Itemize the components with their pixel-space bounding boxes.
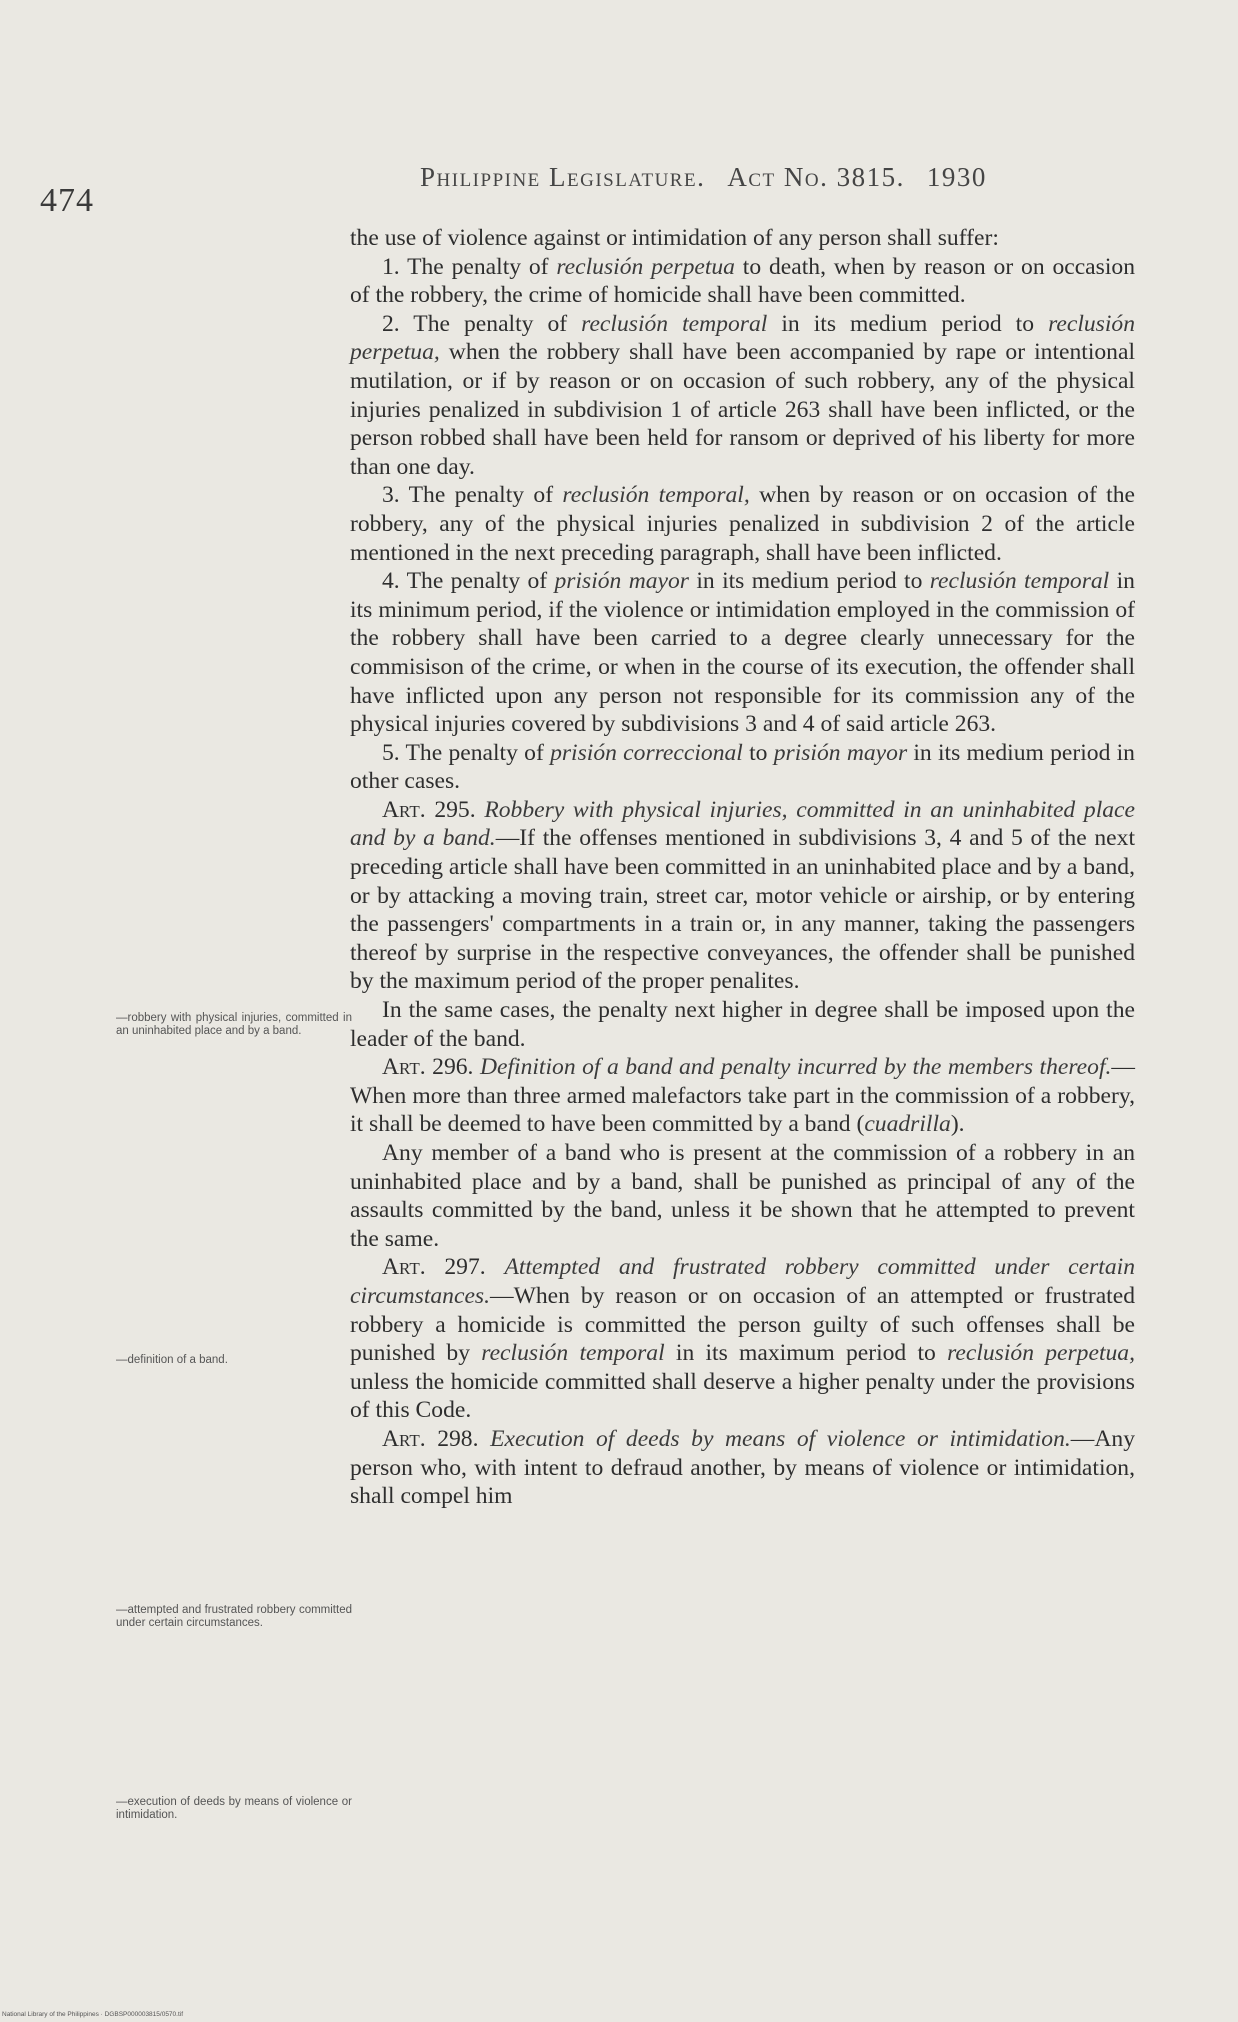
running-head-title: Philippine Legislature.	[420, 162, 706, 192]
article-297-label: Art. 297.	[382, 1254, 486, 1281]
article-298: Art. 298. Execution of deeds by means of violence or intimidation.—Any person who, with intent to defraud another, by means of violence or intimidation, shall compel him	[350, 1425, 1135, 1510]
article-298-title: Execution of deeds by means of violence or intimidation.	[490, 1425, 1071, 1452]
penalty-item-3: 3. The penalty of reclusión temporal, when by reason or on occasion of the robbery, any of the physical injuries penalized in subdivision 2 of the article mentioned in the next preceding paragraph, shall have been inflicted.	[350, 482, 1135, 566]
penalty-item-5: 5. The penalty of prisión correccional to prisión mayor in its medium period in other cases.	[350, 739, 1135, 795]
article-296-label: Art. 296.	[382, 1054, 474, 1081]
running-head-year: 1930	[926, 162, 987, 192]
margin-note-art-298: —execution of deeds by means of violence or intimidation.	[116, 1796, 352, 1821]
article-295: Art. 295. Robbery with physical injuries, committed in an uninhabited place and by a band.—If the offenses mentioned in subdivisions 3, 4 and 5 of the next preceding article shall have been committed in an uninhabited place and by a band, or by attacking a moving train, street car, motor vehicle or airship, or by entering the passengers' compartments in a train or, in any manner, taking the passengers thereof by surprise in the respective conveyances, the offender shall be punished by the maximum period of the proper penalites.	[350, 796, 1136, 995]
article-297: Art. 297. Attempted and frustrated robbery committed under certain circumstances.—When by reason or on occasion of an attempted or frustrated robbery a homicide is committed the person guilty of such offenses shall be punished by reclusión temporal in its maximum period to reclusión perpetua, unless the homicide committed shall deserve a higher penalty under the provisions of this Code.	[350, 1254, 1136, 1424]
penalty-item-1: 1. The penalty of reclusión perpetua to death, when by reason or on occasion of the robbery, the crime of homicide shall have been committed.	[350, 253, 1135, 309]
article-297-title: Attempted and frustrated robbery committed under certain circumstances.	[350, 1254, 1135, 1309]
article-296-title: Definition of a band and penalty incurred by the members thereof.	[479, 1054, 1112, 1081]
running-head	[420, 162, 1140, 193]
article-296-paragraph-2: Any member of a band who is present at the commission of a robbery in an uninhabited place and by a band, shall be punished as principal of any of the assaults committed by the band, unless it be shown that he attempted to prevent the same.	[350, 1140, 1135, 1252]
margin-note-art-297: —attempted and frustrated robbery committed under certain circumstances.	[116, 1604, 352, 1629]
article-298-label: Art. 298.	[382, 1425, 479, 1452]
margin-note-art-296: —definition of a band.	[116, 1354, 228, 1366]
article-296: Art. 296. Definition of a band and penalty incurred by the members thereof.—When more than three armed malefactors take part in the commission of a robbery, it shall be deemed to have been committed by a band (cuadrilla).	[350, 1054, 1135, 1138]
intro-paragraph: the use of violence against or intimidation of any person shall suffer:	[350, 225, 999, 251]
running-head-act: Act No. 3815.	[727, 162, 905, 192]
penalty-item-2: 2. The penalty of reclusión temporal in its medium period to reclusión perpetua, when the robbery shall have been accompanied by rape or intentional mutilation, or if by reason or on occasion of such robbery, any of the physical injuries penalized in subdivision 1 of article 263 shall have been inflicted, or the person robbed shall have been held for ransom or deprived of his liberty for more than one day.	[350, 310, 1135, 480]
penalty-item-4: 4. The penalty of prisión mayor in its medium period to reclusión temporal in its minimum period, if the violence or intimidation employed in the commission of the robbery shall have been carried to a degree clearly unnecessary for the commisison of the crime, or when in the course of its execution, the offender shall have inflicted upon any person not responsible for its commission any of the physical injuries covered by subdivisions 3 and 4 of said article 263.	[350, 568, 1135, 738]
page-number: 474	[40, 182, 94, 219]
scan-footer: National Library of the Philippines · DGBSP000003815/0570.tif	[2, 2011, 184, 2018]
article-295-paragraph-2: In the same cases, the penalty next higher in degree shall be imposed upon the leader of the band.	[350, 997, 1135, 1052]
margin-note-art-295: —robbery with physical injuries, committed in an uninhabited place and by a band.	[116, 1012, 352, 1037]
body-text	[350, 224, 1135, 1511]
article-295-title: Robbery with physical injuries, committed in an uninhabited place and by a band.	[350, 796, 1136, 852]
article-295-label: Art. 295.	[382, 796, 476, 823]
